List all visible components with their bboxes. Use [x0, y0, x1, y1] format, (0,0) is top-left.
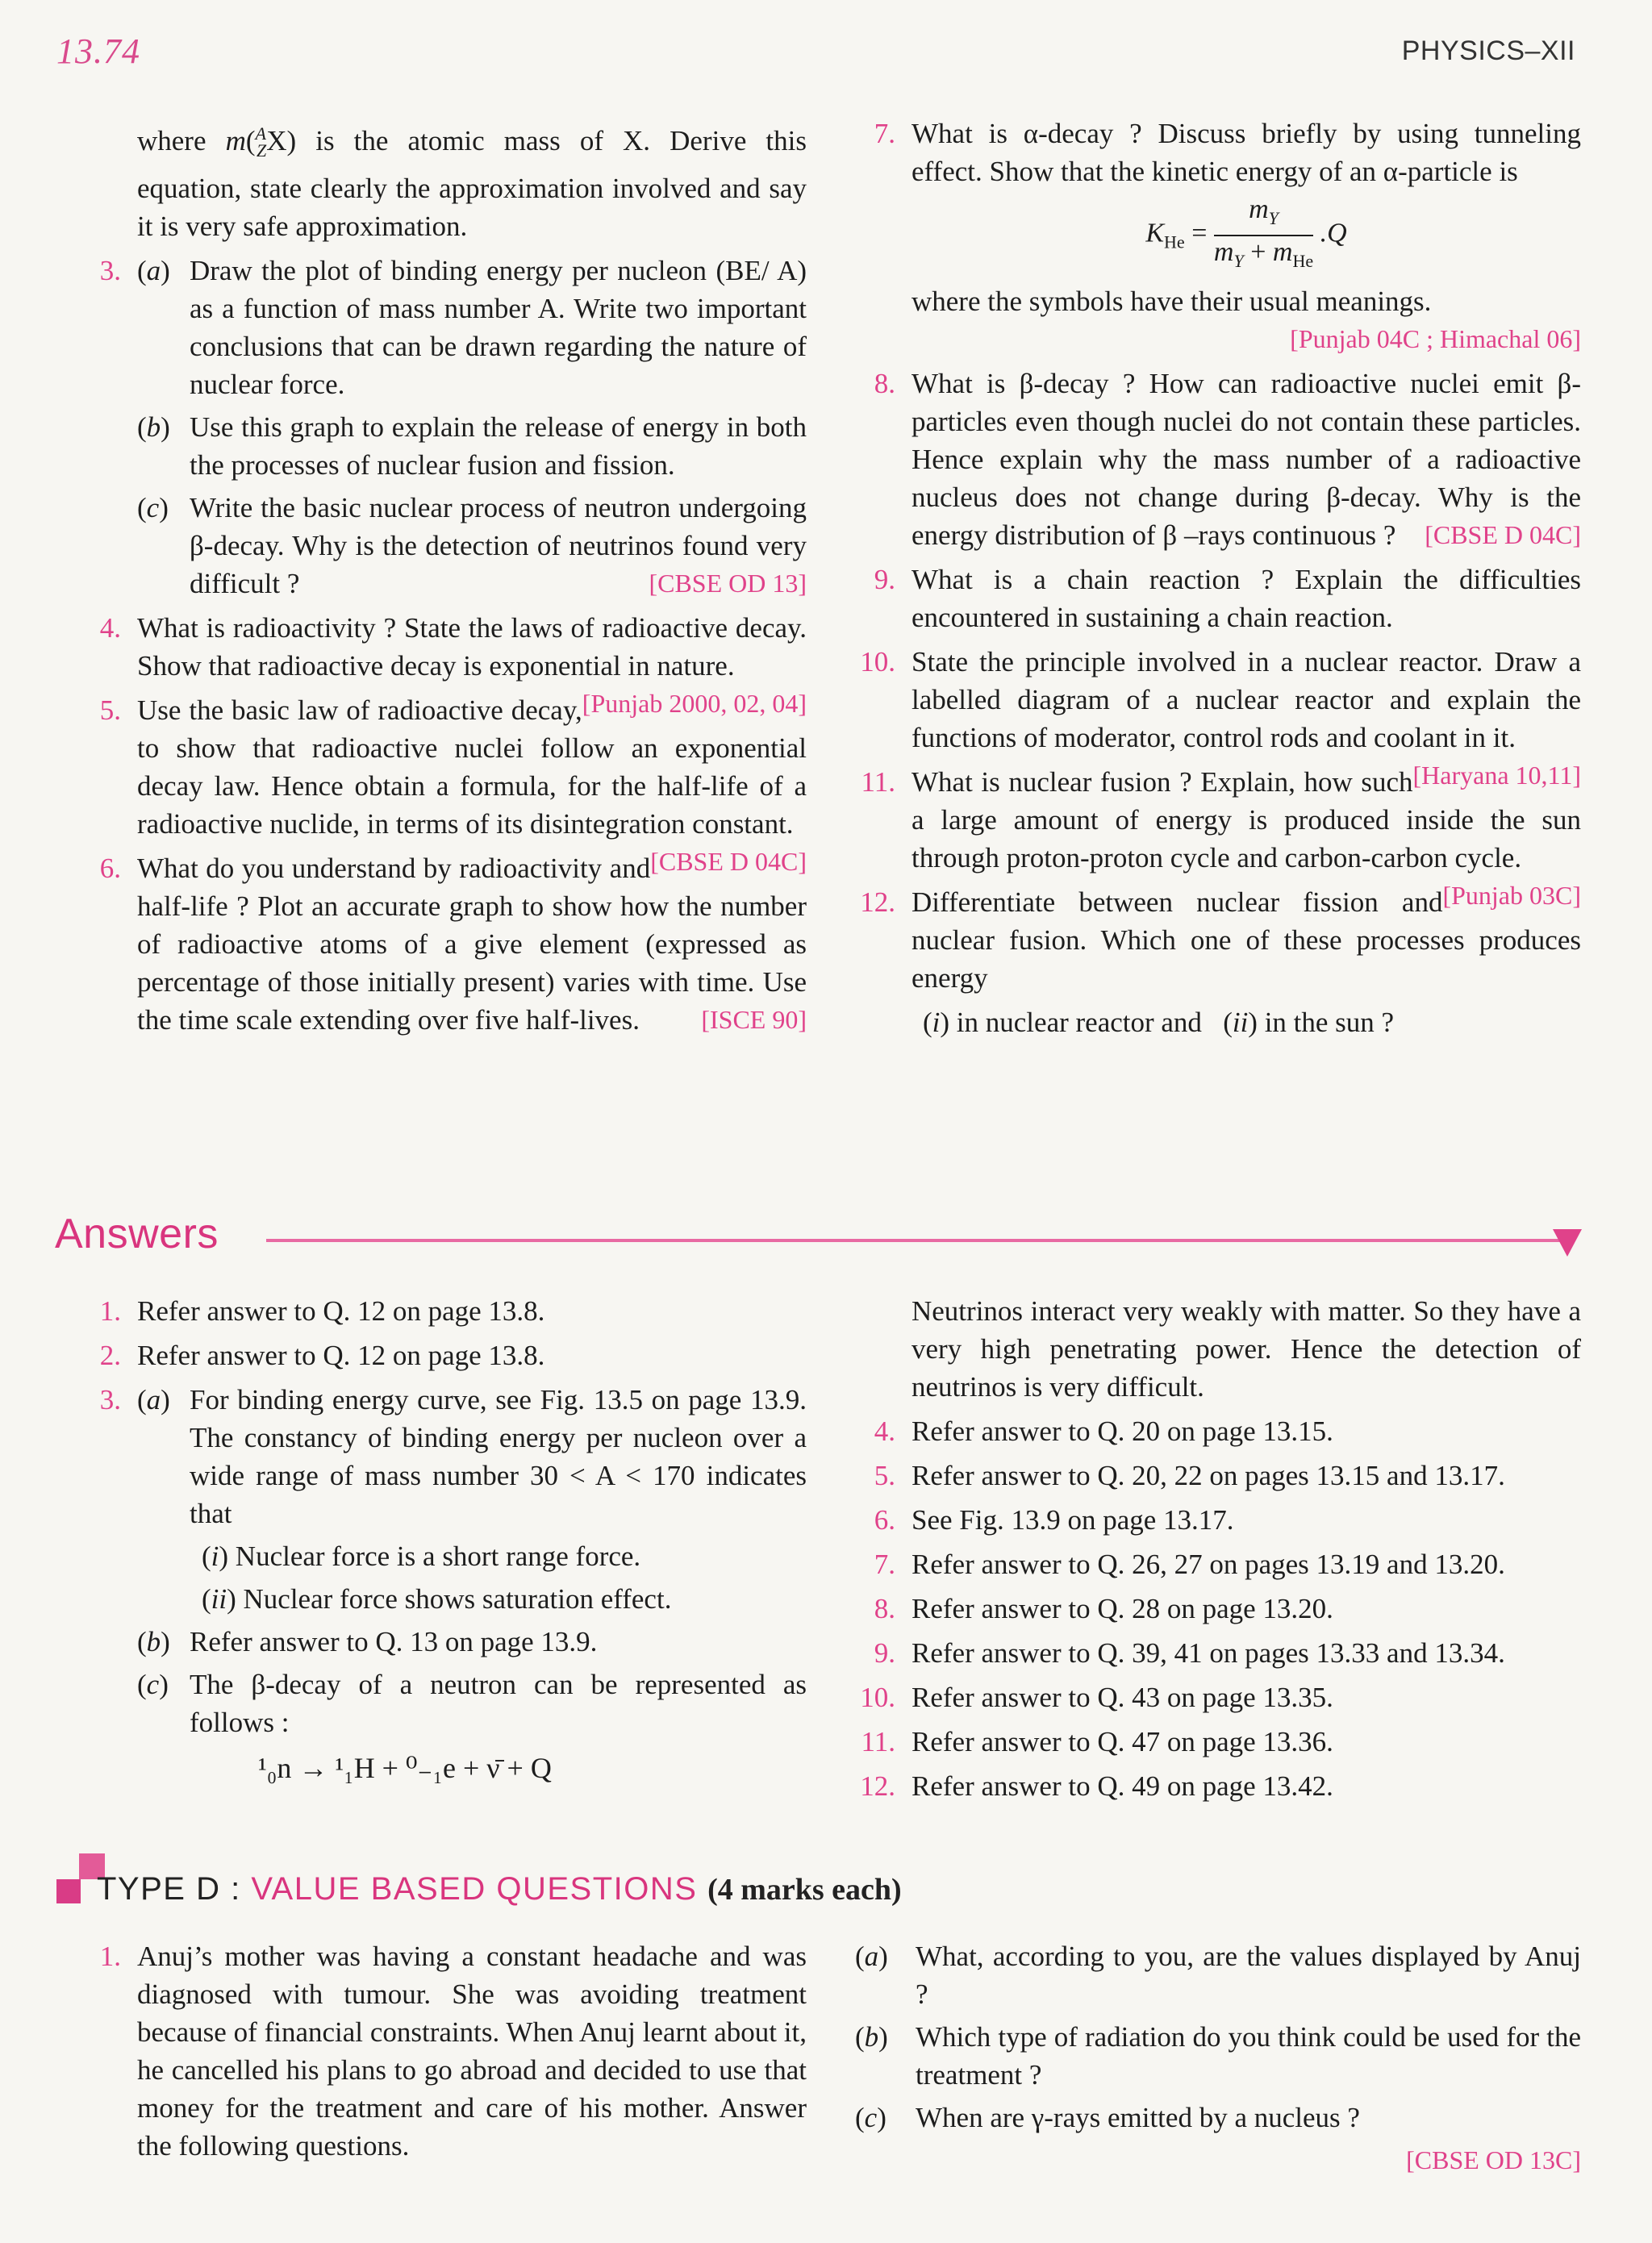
question-7: [855, 115, 1581, 358]
value-question-left: [81, 1937, 807, 2171]
answer-8: 8. Refer answer to Q. 28 on page 13.20.: [874, 1593, 1333, 1624]
type-d-heading: TYPE D : VALUE BASED QUESTIONS (4 marks each): [58, 1871, 863, 1907]
part-label: (b): [855, 2021, 888, 2053]
question-12: [855, 883, 1581, 1041]
q5-text: Use the basic law of radioactive decay, to show that radioactive nuclei follow an exponential decay law. Hence obtain a formula, for the half-life of a radioactive nuclide, in terms of its disintegration constant.: [137, 694, 807, 840]
answer-10: 10. Refer answer to Q. 43 on page 13.35.: [860, 1682, 1333, 1713]
question-number: 9.: [874, 563, 895, 595]
source-tag: [CBSE OD 13C]: [1406, 2145, 1581, 2174]
answer-7: 7. Refer answer to Q. 26, 27 on pages 13.19 and 13.20.: [874, 1549, 1505, 1580]
answer-3c-text: The β-decay of a neutron can be represented as follows :: [190, 1669, 807, 1738]
running-title: PHYSICS–XII: [1401, 35, 1575, 66]
answer-4: 4. Refer answer to Q. 20 on page 13.15.: [874, 1415, 1333, 1447]
answers-heading: Answers: [55, 1211, 219, 1257]
question-number: 11.: [861, 765, 895, 798]
question-number: 7.: [874, 118, 895, 149]
answer-3b: [137, 1623, 807, 1661]
source-tag: [Punjab 04C ; Himachal 06]: [1290, 323, 1581, 353]
formula-fraction: $\frac{m_Y}{m_Y + m_{He}}$: [1213, 194, 1314, 271]
answer-3a-text: For binding energy curve, see Fig. 13.5 on page 13.9. The constancy of binding energy per nucleon over a wide range of mass number 30 < A < 170 indicates that: [190, 1384, 807, 1529]
answer-5: 5. Refer answer to Q. 20, 22 on pages 13.15 and 13.17.: [874, 1460, 1505, 1491]
value-question-right: [855, 1937, 1581, 2179]
answers-rule: [266, 1239, 1573, 1242]
page-number: 13.74: [56, 31, 140, 71]
answer-1: [81, 1292, 807, 1330]
answer-12: 12. Refer answer to Q. 49 on page 13.42.: [860, 1770, 1333, 1802]
question-number: 8.: [874, 367, 895, 399]
value-question-1b: (b) Which type of radiation do you think could be used for the treatment ?: [855, 2018, 1581, 2094]
answer-text: Refer answer to Q. 12 on page 13.8.: [137, 1295, 545, 1327]
type-label: TYPE D: [97, 1871, 221, 1907]
q12-text: Differentiate between nuclear fission and nuclear fusion. Which one of these processes produces energy: [912, 886, 1581, 994]
source-tag: [Haryana 10,11]: [1412, 760, 1581, 790]
q8-text: What is β-decay ? How can radioactive nuclei emit β-particles even though nuclei do not contain these particles. Hence explain why the mass number of a radioactive nucleus does not change during β-decay. Why is the energy distribution of β –rays continuous ?: [912, 367, 1581, 551]
kinetic-energy-formula: $K_{He}$ = $\frac{m_Y}{m_Y + m_{He}}$ .Q: [912, 194, 1581, 277]
beta-decay-equation: ¹₀n → ¹₁H + ⁰₋₁e + ν̄ + Q: [258, 1752, 552, 1784]
question-4: [81, 609, 807, 718]
value-question-1c: (c) When are γ-rays emitted by a nucleus ?: [855, 2099, 1581, 2137]
question-3b: [137, 408, 807, 484]
part-label: (b): [137, 411, 170, 443]
type-title: VALUE BASED QUESTIONS: [251, 1871, 698, 1907]
question-number: 4.: [99, 611, 121, 644]
question-9: [855, 561, 1581, 636]
answer-3: [81, 1381, 807, 1787]
q3b-text: Use this graph to explain the release of energy in both the processes of nuclear fusion and fission.: [190, 411, 807, 481]
q4-text: What is radioactivity ? State the laws of radioactive decay. Show that radioactive decay is exponential in nature.: [137, 611, 807, 682]
q2-tail-text: where m($^A_Z$X) is the atomic mass of X. Derive this equation, state clearly the approximation involved and say it is very safe approximation.: [137, 123, 807, 242]
answers-arrow-icon: [1553, 1229, 1582, 1257]
answer-2: [81, 1336, 807, 1374]
type-marks: (4 marks each): [707, 1873, 902, 1907]
answer-number: 2.: [99, 1340, 121, 1371]
value-question-text: Anuj’s mother was having a constant headache and was diagnosed with tumour. She was avoiding treatment because of financial constraints. When Anuj learnt about it, he cancelled his plans to go abroad and decided to use that money for the treatment and care of his mother. Answer the following questions.: [137, 1941, 807, 2162]
question-number: 6.: [99, 852, 121, 884]
answer-11: 11. Refer answer to Q. 47 on page 13.36.: [861, 1726, 1333, 1757]
answer-number: 1.: [99, 1295, 121, 1327]
q7-after-text: where the symbols have their usual meanings.: [912, 285, 1432, 317]
part-label: (a): [137, 1384, 170, 1415]
answer-3a: [137, 1381, 807, 1532]
part-label: (c): [137, 491, 169, 523]
question-number: 3.: [99, 254, 121, 286]
question-2-continuation: [81, 115, 807, 245]
question-6: [81, 849, 807, 1039]
question-10: [855, 643, 1581, 790]
answer-text: Refer answer to Q. 12 on page 13.8.: [137, 1340, 545, 1371]
question-8: [855, 365, 1581, 554]
neutrino-explanation: Neutrinos interact very weakly with matter. So they have a very high penetrating power. Hence the detection of neutrinos is very difficult.: [912, 1295, 1581, 1403]
question-number: 5.: [99, 694, 121, 726]
q3c-text: Write the basic nuclear process of neutron undergoing β-decay. Why is the detection of neutrinos found very difficult ?: [190, 491, 807, 599]
q6-text: What do you understand by radioactivity and half-life ? Plot an accurate graph to show how the number of radioactive atoms of a give element (expressed as percentage of those initially present) varies with time. Use the time scale extending over five half-lives.: [137, 852, 807, 1036]
source-tag: [ISCE 90]: [701, 1004, 807, 1034]
question-3a: [137, 252, 807, 403]
answer-9: 9. Refer answer to Q. 39, 41 on pages 13.33 and 13.34.: [874, 1637, 1505, 1669]
answers-right-column: [855, 1292, 1581, 1811]
part-label: (c): [855, 2102, 886, 2133]
source-tag: [CBSE D 04C]: [650, 846, 807, 876]
answer-3b-text: Refer answer to Q. 13 on page 13.9.: [190, 1626, 598, 1657]
question-number: 12.: [860, 886, 895, 918]
q11-text: What is nuclear fusion ? Explain, how such a large amount of energy is produced inside the sun through proton-proton cycle and carbon-carbon cycle.: [912, 765, 1581, 873]
question-5: [81, 691, 807, 876]
q7-text: What is α-decay ? Discuss briefly by using tunneling effect. Show that the kinetic energy of an α-particle is: [912, 118, 1581, 187]
q3a-text: Draw the plot of binding energy per nucleon (BE/ A) as a function of mass number A. Write two important conclusions that can be drawn regarding the nature of nuclear force.: [190, 254, 807, 400]
part-label: (a): [137, 254, 170, 286]
source-tag: [CBSE OD 13]: [649, 568, 807, 598]
right-question-column: [855, 115, 1581, 1048]
q12-parts: (i) in nuclear reactor and (ii) in the sun ?: [923, 1006, 1395, 1038]
source-tag: [Punjab 2000, 02, 04]: [582, 688, 807, 718]
value-question-1a: (a) What, according to you, are the values displayed by Anuj ?: [855, 1937, 1581, 2013]
answer-6: 6. See Fig. 13.9 on page 13.17.: [874, 1504, 1234, 1536]
question-3: [81, 252, 807, 602]
answer-number: 3.: [99, 1384, 121, 1415]
part-label: (c): [137, 1669, 169, 1700]
q10-text: State the principle involved in a nuclear reactor. Draw a labelled diagram of a nuclear reactor and explain the functions of moderator, control rods and coolant in it.: [912, 645, 1581, 753]
answer-3c: [137, 1666, 807, 1741]
heading-square-icon: [56, 1879, 81, 1903]
left-question-column: [81, 115, 807, 1045]
question-3c: [137, 489, 807, 602]
value-question-1: [81, 1937, 807, 2165]
answer-3-i: (i) Nuclear force is a short range force.: [202, 1540, 641, 1572]
question-number: 10.: [860, 645, 895, 677]
part-label: (b): [137, 1626, 170, 1657]
question-number: 1.: [99, 1941, 121, 1972]
answers-left-column: [81, 1292, 807, 1794]
q9-text: What is a chain reaction ? Explain the difficulties encountered in sustaining a chain reaction.: [912, 563, 1581, 633]
part-label: (a): [855, 1941, 888, 1972]
source-tag: [Punjab 03C]: [1442, 880, 1581, 910]
answer-3-ii: (ii) Nuclear force shows saturation effect.: [202, 1583, 672, 1615]
source-tag: [CBSE D 04C]: [1425, 519, 1581, 549]
